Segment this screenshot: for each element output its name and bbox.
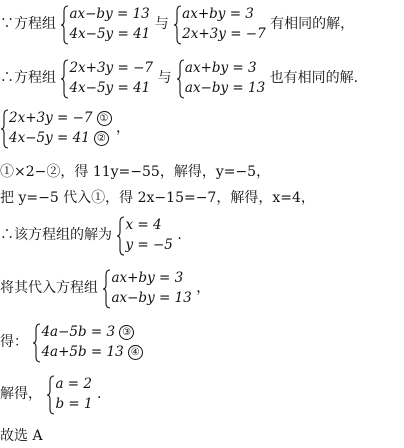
line-1-prefix: ∵方程组 [0, 16, 56, 32]
equation-system [176, 58, 265, 98]
line-2-prefix: ∴方程组 [0, 70, 56, 86]
equation: ax−by = 13 [111, 290, 192, 306]
line-6-suffix: . [177, 227, 182, 243]
line-1 [0, 4, 354, 44]
line-8-prefix: 得： [0, 334, 28, 350]
line-9-suffix: . [97, 386, 102, 402]
line-3 [0, 108, 130, 148]
brace-icon [102, 269, 111, 309]
line-7 [0, 268, 210, 308]
equation: ax−by = 13 [184, 80, 266, 96]
equation-system [0, 108, 112, 148]
line-7-suffix: ， [196, 280, 211, 296]
line-2-mid: 与 [157, 70, 172, 86]
equation: 4x−5y = 41 [9, 130, 90, 146]
equation-marker: ④ [128, 345, 143, 360]
equation: 4a+5b = 13 [41, 344, 124, 360]
equation: ax+by = 3 [182, 6, 254, 22]
equation: 2x+3y = −7 [69, 60, 153, 76]
line-4: ①×2−②，得 11y=−55，解得，y=−5， [0, 164, 271, 180]
equation-marker: ① [97, 111, 112, 126]
line-6-prefix: ∴该方程组的解为 [0, 227, 112, 243]
line-1-suffix: 有相同的解， [270, 16, 355, 32]
equation: 4a−5b = 3 [41, 324, 116, 340]
line-2 [0, 58, 358, 98]
line-8 [0, 322, 143, 362]
equation: ax−by = 13 [69, 6, 150, 22]
equation: ax+by = 3 [111, 270, 184, 286]
equation-system [60, 58, 153, 98]
brace-icon [46, 375, 55, 415]
solution-system [46, 374, 92, 414]
equation-marker: ③ [119, 325, 134, 340]
brace-icon [0, 109, 9, 149]
equation: x = 4 [125, 217, 162, 233]
line-3-suffix: ， [115, 120, 130, 136]
equation-system [60, 4, 150, 44]
equation-system [32, 322, 142, 362]
answer-line: 故选 A [0, 428, 43, 444]
line-2-suffix: 也有相同的解. [269, 70, 359, 86]
brace-icon [32, 323, 41, 363]
line-1-mid: 与 [154, 16, 169, 32]
equation-system [173, 4, 266, 44]
equation: 2x+3y = −7 [182, 26, 266, 42]
brace-icon [173, 5, 182, 45]
line-7-prefix: 将其代入方程组 [0, 280, 98, 296]
equation: ax+by = 3 [184, 60, 257, 76]
equation-marker: ② [94, 131, 109, 146]
equation-system [102, 268, 191, 308]
brace-icon [60, 5, 69, 45]
solution-system [116, 215, 172, 255]
brace-icon [116, 216, 125, 256]
equation: 4x−5y = 41 [69, 26, 151, 42]
brace-icon [176, 59, 185, 99]
brace-icon [60, 59, 69, 99]
equation: a = 2 [55, 376, 92, 392]
line-6 [0, 215, 182, 255]
equation: b = 1 [55, 396, 93, 412]
line-5: 把 y=−5 代入①，得 2x−15=−7，解得，x=4， [0, 190, 315, 206]
equation: 4x−5y = 41 [69, 80, 151, 96]
equation: y = −5 [125, 237, 173, 253]
equation: 2x+3y = −7 [9, 110, 93, 126]
line-9 [0, 374, 101, 414]
line-9-prefix: 解得， [0, 386, 42, 402]
